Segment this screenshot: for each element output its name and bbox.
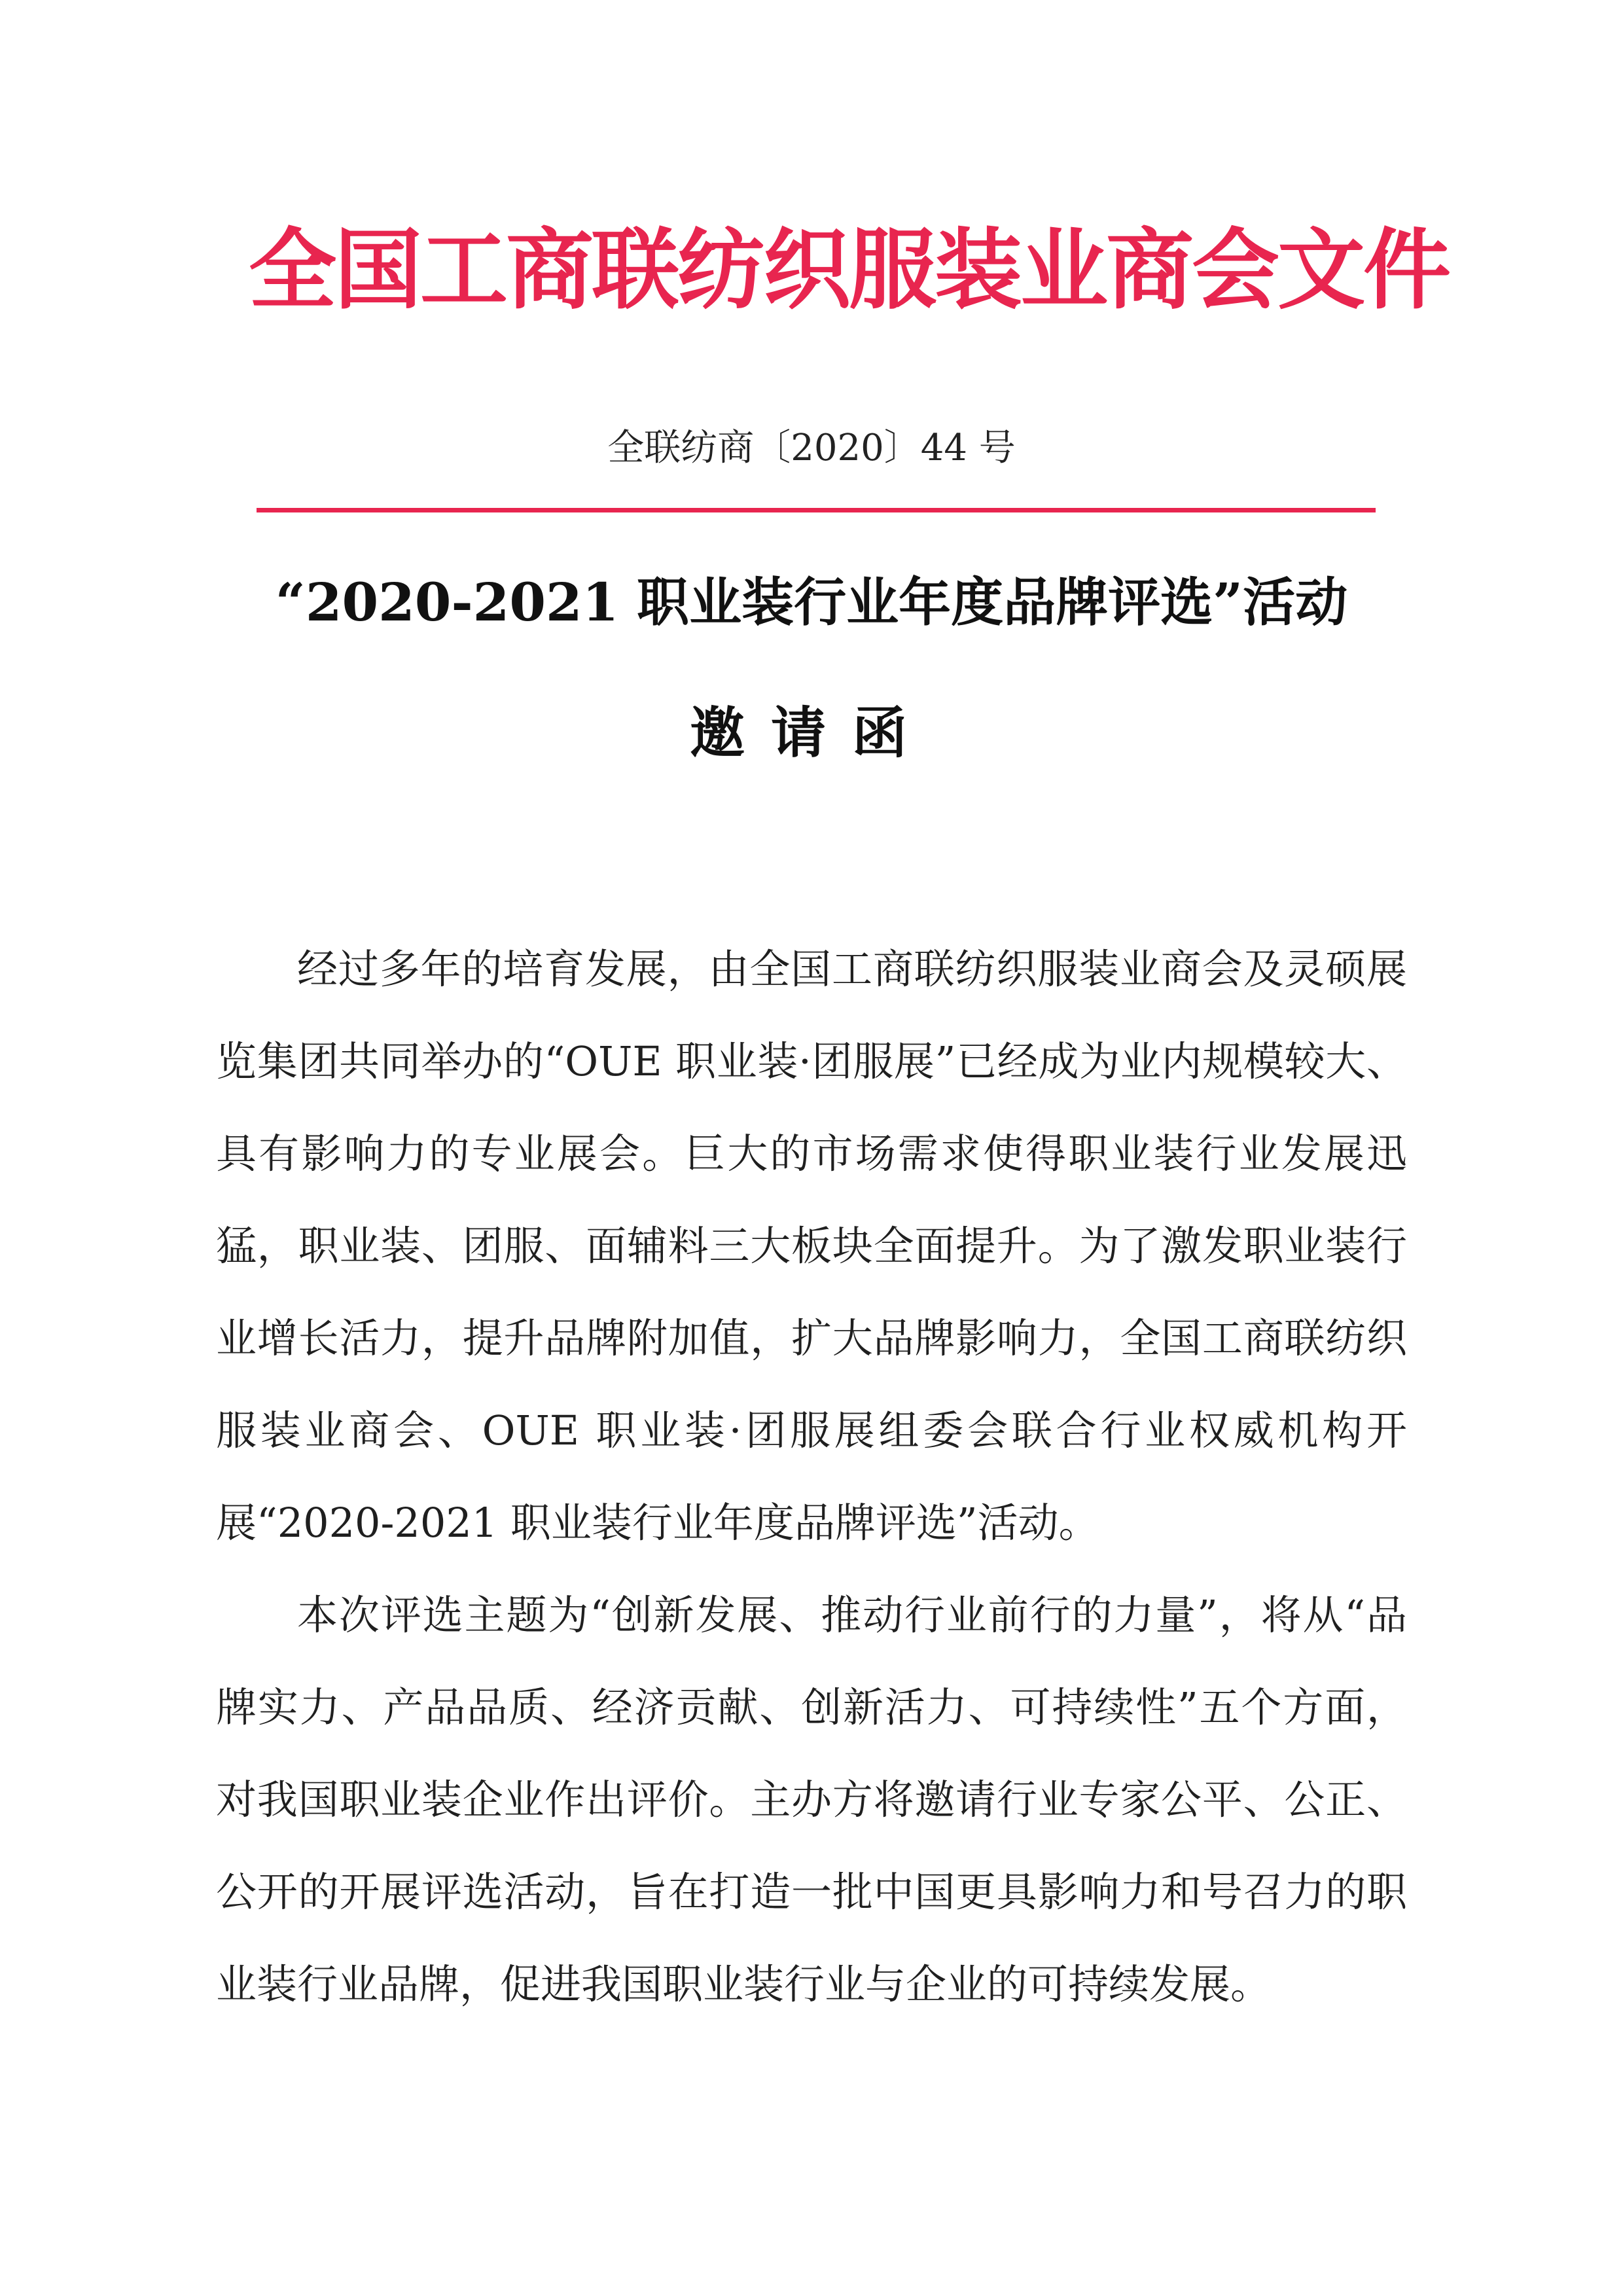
- document-number: 全联纺商〔2020〕44 号: [607, 427, 1016, 469]
- document-title: “2020-2021 职业装行业年度品牌评选”活动: [275, 571, 1348, 633]
- body-paragraph-1: 经过多年的培育发展，由全国工商联纺织服装业商会及灵硕展览集团共同举办的“OUE 职业装·团服展”已经成为业内规模较大、具有影响力的专业展会。巨大的市场需求使得职业装行业发展迅猛，职业装、团服、面辅料三大板块全面提升。为了激发职业装行业增长活力，提升品牌附加值，扩大品牌影响力，全国工商联纺织服装业商会、OUE 职业装·团服展组委会联合行业权威机构开展“2020-2021 职业装行业年度品牌评选”活动。: [216, 945, 1407, 1547]
- organization-header: 全国工商联纺织服装业商会文件: [249, 219, 1450, 321]
- document-subtitle: 邀请函: [689, 700, 933, 765]
- red-divider: [257, 508, 1376, 512]
- document-body: [216, 923, 1407, 2030]
- body-paragraph-2: 本次评选主题为“创新发展、推动行业前行的力量”，将从“品牌实力、产品品质、经济贡献、创新活力、可持续性”五个方面，对我国职业装企业作出评价。主办方将邀请行业专家公平、公正、公开的开展评选活动，旨在打造一批中国更具影响力和号召力的职业装行业品牌，促进我国职业装行业与企业的可持续发展。: [216, 1591, 1407, 2008]
